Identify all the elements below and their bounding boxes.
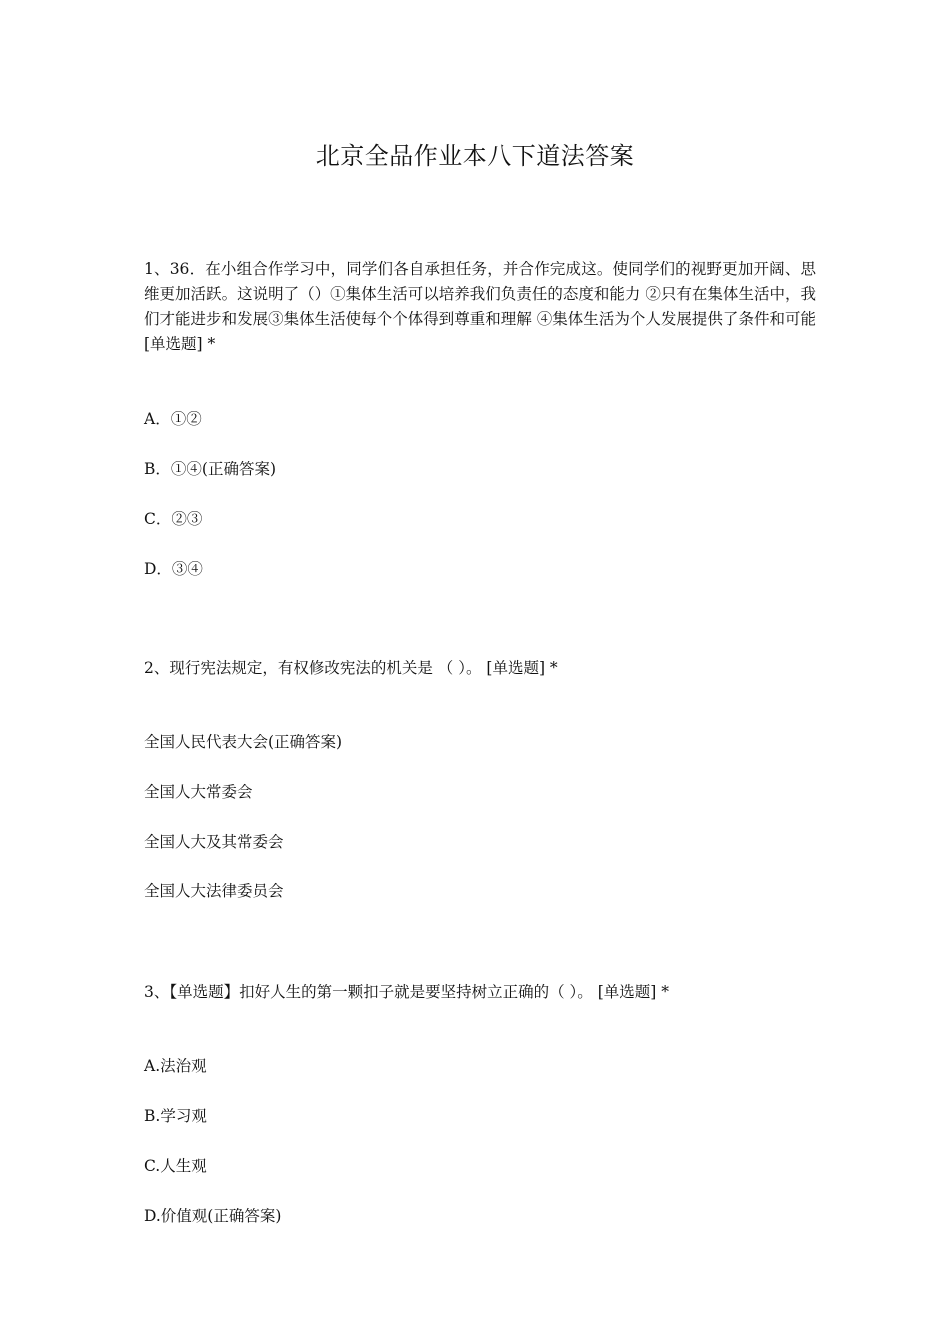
question-1-text: 1、36．在小组合作学习中，同学们各自承担任务，并合作完成这。使同学们的视野更加开阔、思维更加活跃。这说明了（）①集体生活可以培养我们负责任的态度和能力 ②只有在集体生活中，我们才能进步和发展③集体生活使每个个体得到尊重和理解 ④集体生活为个人发展提供了条件和可能 [单选题] * [144,260,816,353]
question-2-option-c: 全国人大及其常委会 [144,833,284,851]
question-2-option-b: 全国人大常委会 [144,783,253,801]
question-2-option-a: 全国人民代表大会(正确答案) [144,733,343,751]
question-1-option-a: A．①② [144,410,202,428]
document-title: 北京全品作业本八下道法答案 [315,142,635,170]
question-3-option-d: D.价值观(正确答案) [144,1207,282,1225]
question-1-option-c: C．②③ [144,510,203,528]
question-3-option-b: B.学习观 [144,1107,207,1125]
question-3-text: 3、【单选题】扣好人生的第一颗扣子就是要坚持树立正确的（ ）。 [单选题] * [144,983,669,1001]
question-2-text: 2、现行宪法规定，有权修改宪法的机关是 （ ）。 [单选题] * [144,659,558,677]
question-3-option-a: A.法治观 [144,1057,207,1075]
question-1-option-b: B．①④(正确答案) [144,460,276,478]
question-3-option-c: C.人生观 [144,1157,207,1175]
question-1-option-d: D．③④ [144,560,203,578]
question-2-option-d: 全国人大法律委员会 [144,882,284,900]
